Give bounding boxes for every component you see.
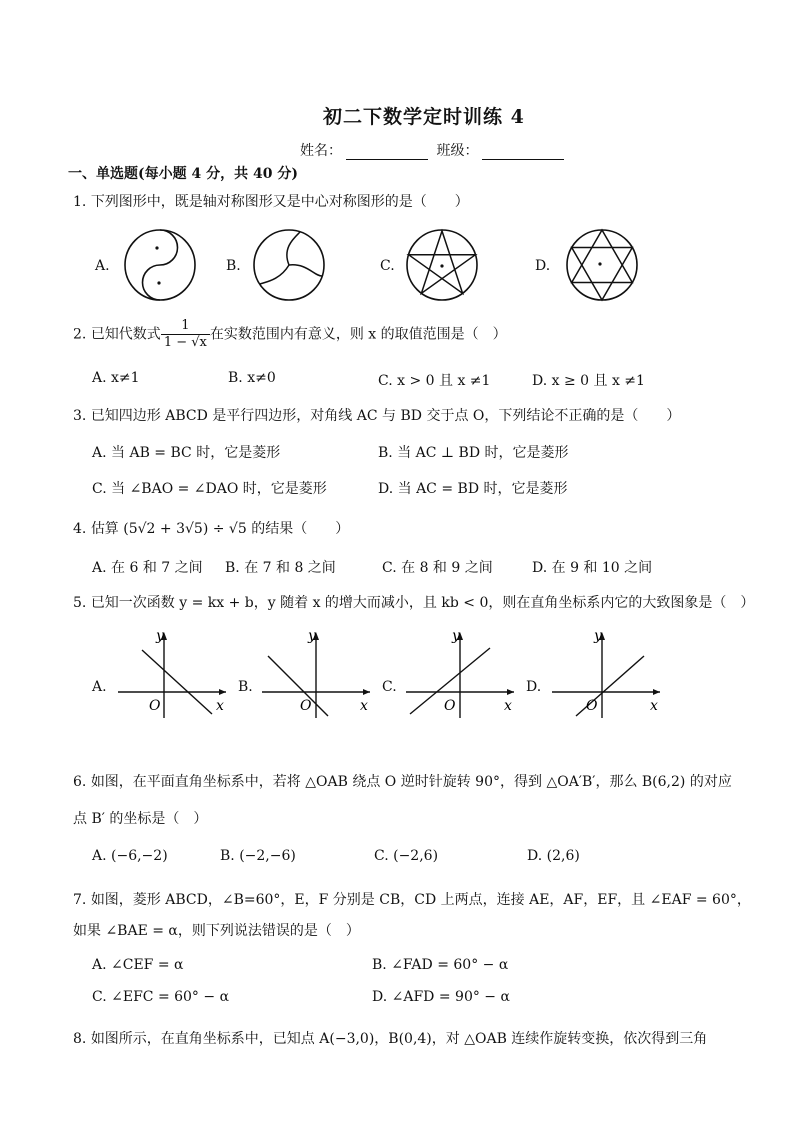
pentagram-figure xyxy=(405,228,479,302)
graph-a xyxy=(118,628,230,720)
question-text: 如图，菱形 ABCD，∠B=60°，E，F 分别是 CB，CD 上两点，连接 AE，AF，EF，且 ∠EAF = 60°， xyxy=(90,892,751,908)
q6-option-d[interactable]: D. (2,6) xyxy=(527,848,580,864)
q6-option-b[interactable]: B. (−2,−6) xyxy=(220,848,296,864)
q7-option-c[interactable]: C. ∠EFC = 60° − α xyxy=(92,989,230,1005)
question-number: 2. xyxy=(73,326,87,343)
question-6-line2: 点 B′ 的坐标是（ ） xyxy=(73,811,208,827)
origin-label: O xyxy=(300,698,312,714)
q6-option-c[interactable]: C. (−2,6) xyxy=(374,848,439,864)
question-3 xyxy=(73,405,680,425)
q3-option-d[interactable]: D. 当 AC = BD 时，它是菱形 xyxy=(378,481,568,497)
q2-option-d[interactable]: D. x ≥ 0 且 x ≠1 xyxy=(532,373,645,389)
q2-option-b[interactable]: B. x≠0 xyxy=(228,370,276,386)
q2-option-a[interactable]: A. x≠1 xyxy=(92,370,140,386)
question-text: 如图，在平面直角坐标系中，若将 △OAB 绕点 O 逆时针旋转 90°，得到 △OA′B′，那么 B(6,2) 的对应 xyxy=(90,774,732,790)
q7-option-b[interactable]: B. ∠FAD = 60° − α xyxy=(372,957,509,973)
question-text-before: 已知代数式 xyxy=(90,326,161,343)
graph-c xyxy=(406,628,518,720)
axis-x-label: x xyxy=(360,698,368,714)
q5-option-b[interactable]: B. xyxy=(238,679,253,695)
q1-option-b[interactable]: B. xyxy=(226,258,241,274)
question-text: 如图所示，在直角坐标系中，已知点 A(−3,0)，B(0,4)，对 △OAB 连续作旋转变换，依次得到三角 xyxy=(90,1031,708,1047)
q3-option-b[interactable]: B. 当 AC ⊥ BD 时，它是菱形 xyxy=(378,445,569,461)
question-6 xyxy=(73,771,732,791)
q7-option-a[interactable]: A. ∠CEF = α xyxy=(92,957,184,973)
question-text: 已知四边形 ABCD 是平行四边形，对角线 AC 与 BD 交于点 O，下列结论不正确的是（ ） xyxy=(90,408,681,424)
q5-option-a[interactable]: A. xyxy=(92,679,107,695)
question-text: 估算 (5√2 + 3√5) ÷ √5 的结果（ ） xyxy=(90,521,350,537)
question-text: 下列图形中，既是轴对称图形又是中心对称图形的是（ ） xyxy=(90,194,469,210)
question-2 xyxy=(73,318,507,351)
hexagram-figure xyxy=(565,228,639,302)
question-4 xyxy=(73,518,349,538)
question-number: 1. xyxy=(73,194,87,210)
taiji-figure xyxy=(123,228,197,302)
question-number: 5. xyxy=(73,595,87,611)
question-number: 6. xyxy=(73,774,87,790)
student-info xyxy=(300,140,568,160)
question-1 xyxy=(73,191,469,211)
axis-y-label: y xyxy=(594,628,602,644)
name-label: 姓名： xyxy=(300,143,342,159)
class-blank[interactable] xyxy=(482,145,564,160)
axis-y-label: y xyxy=(308,628,316,644)
question-text: 已知一次函数 y = kx + b，y 随着 x 的增大而减小，且 kb < 0，则在直角坐标系内它的大致图象是（ ） xyxy=(90,595,755,611)
question-text-after: 在实数范围内有意义，则 x 的取值范围是（ ） xyxy=(209,326,507,343)
q5-option-c[interactable]: C. xyxy=(382,679,397,695)
q2-option-c[interactable]: C. x > 0 且 x ≠1 xyxy=(378,373,491,389)
axis-y-label: y xyxy=(156,628,164,644)
q4-option-d[interactable]: D. 在 9 和 10 之间 xyxy=(532,560,653,576)
q1-option-c[interactable]: C. xyxy=(380,258,395,274)
axis-x-label: x xyxy=(504,698,512,714)
question-number: 4. xyxy=(73,521,87,537)
axis-y-label: y xyxy=(452,628,460,644)
q6-option-a[interactable]: A. (−6,−2) xyxy=(92,848,168,864)
section-title: 一、单选题(每小题 4 分，共 40 分) xyxy=(68,166,298,182)
question-7-line2: 如果 ∠BAE = α，则下列说法错误的是（ ） xyxy=(73,923,360,939)
q1-option-a[interactable]: A. xyxy=(95,258,110,274)
fraction-denominator: 1 − √x xyxy=(163,335,207,350)
q3-option-c[interactable]: C. 当 ∠BAO = ∠DAO 时，它是菱形 xyxy=(92,481,327,497)
q4-option-b[interactable]: B. 在 7 和 8 之间 xyxy=(225,560,336,576)
graph-d xyxy=(552,628,664,720)
question-number: 7. xyxy=(73,892,87,908)
question-number: 3. xyxy=(73,408,87,424)
q4-option-a[interactable]: A. 在 6 和 7 之间 xyxy=(92,560,203,576)
axis-x-label: x xyxy=(650,698,658,714)
fraction-numerator: 1 xyxy=(161,318,210,335)
origin-label: O xyxy=(586,698,598,714)
q1-option-d[interactable]: D. xyxy=(535,258,551,274)
name-blank[interactable] xyxy=(346,145,428,160)
question-5 xyxy=(73,592,754,612)
swirl-figure xyxy=(252,228,326,302)
question-8 xyxy=(73,1028,707,1048)
question-number: 8. xyxy=(73,1031,87,1047)
class-label: 班级： xyxy=(436,143,479,159)
q3-option-a[interactable]: A. 当 AB = BC 时，它是菱形 xyxy=(92,445,281,461)
graph-b xyxy=(262,628,374,720)
axis-x-label: x xyxy=(216,698,224,714)
page-title: 初二下数学定时训练 4 xyxy=(323,106,525,128)
q4-option-c[interactable]: C. 在 8 和 9 之间 xyxy=(382,560,493,576)
q7-option-d[interactable]: D. ∠AFD = 90° − α xyxy=(372,989,510,1005)
question-7 xyxy=(73,889,751,909)
q5-option-d[interactable]: D. xyxy=(526,679,542,695)
fraction xyxy=(161,318,210,351)
origin-label: O xyxy=(149,698,161,714)
origin-label: O xyxy=(444,698,456,714)
